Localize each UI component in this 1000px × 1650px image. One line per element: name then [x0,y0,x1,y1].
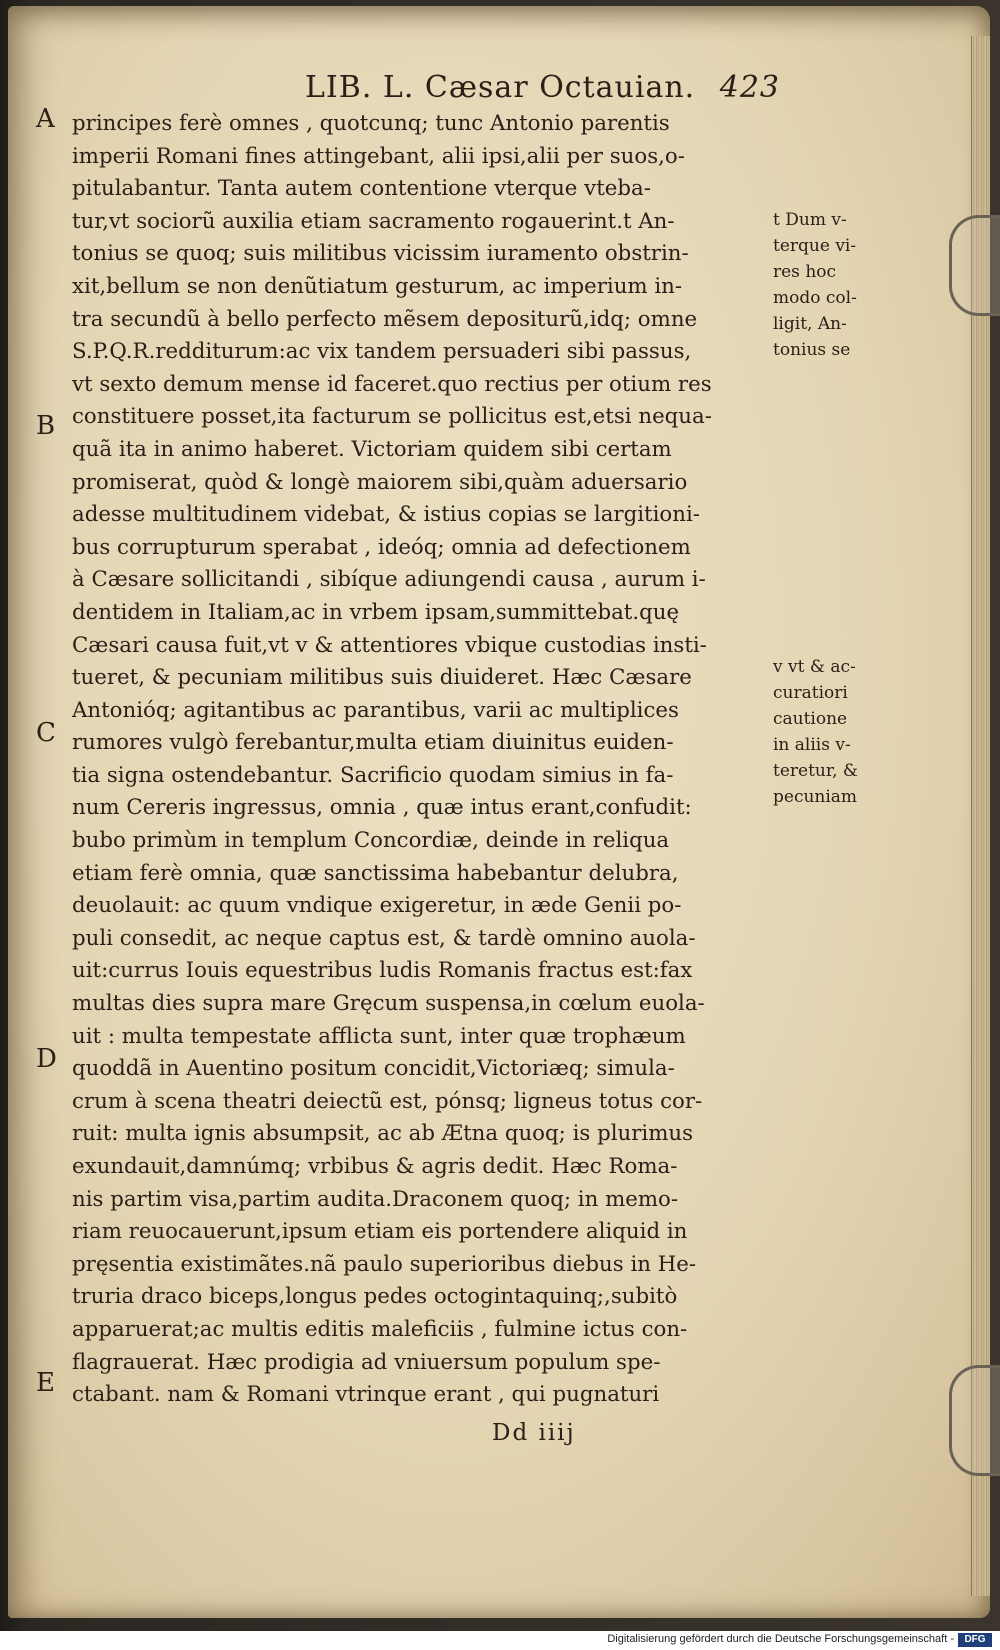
note-line: curatiori [773,683,848,703]
note-line: res hoc [773,262,837,282]
body-line: dentidem in Italiam,ac in vrbem ipsam,summittebat.quę [72,599,680,625]
signature-mark: Dd iiij [492,1420,576,1446]
section-letter-c: C [36,718,56,748]
digitization-footer [0,1631,1000,1650]
body-text [72,108,772,1412]
section-letter-b: B [36,411,56,441]
body-line: pitulabantur. Tanta autem contentione vterque vteba- [72,176,651,202]
body-line: tra secundũ à bello perfecto mẽsem depositurũ,idq; omne [72,306,698,332]
body-line: pręsentia existimãtes.nã paulo superioribus diebus in He- [72,1251,697,1277]
body-line: riam reuocauerunt,ipsum etiam eis portendere aliquid in [72,1219,688,1245]
section-letter-a: A [36,104,55,134]
dfg-logo-icon: DFG [958,1633,992,1647]
body-line: etiam ferè omnia, quæ sanctissima habebantur delubra, [72,860,679,886]
body-line: adesse multitudinem videbat, & istius copias se largitioni- [72,502,700,528]
body-line: xit,bellum se non denũtiatum gesturum, ac imperium in- [72,273,683,299]
note-line: tonius se [773,340,851,360]
body-line: rumores vulgò ferebantur,multa etiam diuinitus euiden- [72,730,674,756]
body-line: ctabant. nam & Romani vtrinque erant , qui pugnaturi [72,1382,660,1408]
note-line: pecuniam [773,787,858,807]
body-line: Antonióq; agitantibus ac parantibus, varii ac multiplices [72,697,679,723]
section-letter-e: E [36,1368,55,1398]
body-line: constituere posset,ita facturum se pollicitus est,etsi nequa- [72,404,712,430]
body-line: apparuerat;ac multis editis maleficiis , fulmine ictus con- [72,1316,688,1342]
body-line: vt sexto demum mense id faceret.quo rectius per otium res [72,371,712,397]
section-letter-d: D [36,1044,57,1074]
note-line: ligit, An- [773,314,847,334]
body-line: à Cæsare sollicitandi , sibíque adiungendi causa , aurum i- [72,567,706,593]
body-line: bus corrupturum sperabat , ideóq; omnia ad defectionem [72,534,691,560]
note-line: cautione [773,709,848,729]
body-line: truria draco biceps,longus pedes octogintaquinq;,subitò [72,1284,678,1310]
body-line: uit : multa tempestate afflicta sunt, inter quæ trophæum [72,1023,686,1049]
note-line: terque vi- [773,236,857,256]
note-line: v vt & ac- [773,657,856,677]
body-line: num Cereris ingressus, omnia , quæ intus erant,confudit: [72,795,692,821]
body-line: tueret, & pecuniam militibus suis diuideret. Hæc Cæsare [72,665,692,691]
page-number: 423 [719,70,781,105]
body-line: tonius se quoq; suis militibus vicissim iuramento obstrin- [72,241,689,267]
marginal-note-v [773,654,883,810]
body-line: exundauit,damnúmq; vrbibus & agris dedit. Hæc Roma- [72,1154,678,1179]
body-line: promiserat, quòd & longè maiorem sibi,quàm aduersario [72,469,688,495]
body-line: Cæsari causa fuit,vt v & attentiores vbique custodias insti- [72,632,707,658]
body-line: tia signa ostendebantur. Sacrificio quodam simius in fa- [72,762,674,788]
body-line: bubo primùm in templum Concordiæ, deinde in reliqua [72,828,670,854]
body-line: flagrauerat. Hæc prodigia ad vniuersum populum spe- [72,1349,661,1375]
body-line: uit:currus Iouis equestribus ludis Romanis fractus est:fax [72,958,693,984]
funding-credit: Digitalisierung gefördert durch die Deutsche Forschungsgemeinschaft - [607,1633,954,1645]
body-line: imperii Romani fines attingebant, alii ipsi,alii per suos,o- [72,143,685,169]
marginal-note-t [773,207,883,363]
body-line: tur,vt sociorũ auxilia etiam sacramento rogauerint.t An- [72,208,675,234]
running-title: LIB. L. Cæsar Octauian. [305,70,696,105]
body-line: nis partim visa,partim audita.Draconem quoq; in memo- [72,1186,679,1212]
note-line: teretur, & [773,761,859,781]
body-line: crum à scena theatri deiectũ est, pónsq; ligneus totus cor- [72,1088,703,1114]
body-line: principes ferè omnes , quotcunq; tunc Antonio parentis [72,111,670,136]
note-line: t Dum v- [773,210,847,230]
note-line: modo col- [773,288,857,308]
note-line: in aliis v- [773,735,851,755]
body-line: deuolauit: ac quum vndique exigeretur, in æde Genii po- [72,893,682,919]
running-header [305,70,781,105]
body-line: quoddã in Auentino positum concidit,Victoriæq; simula- [72,1056,675,1082]
body-line: ruit: multa ignis absumpsit, ac ab Ætna quoq; is plurimus [72,1121,694,1147]
body-line: S.P.Q.R.redditurum:ac vix tandem persuaderi sibi passus, [72,339,692,365]
body-line: multas dies supra mare Gręcum suspensa,in cœlum euola- [72,991,705,1017]
body-line: puli consedit, ac neque captus est, & tardè omnino auola- [72,925,696,951]
body-line: quã ita in animo haberet. Victoriam quidem sibi certam [72,436,672,462]
